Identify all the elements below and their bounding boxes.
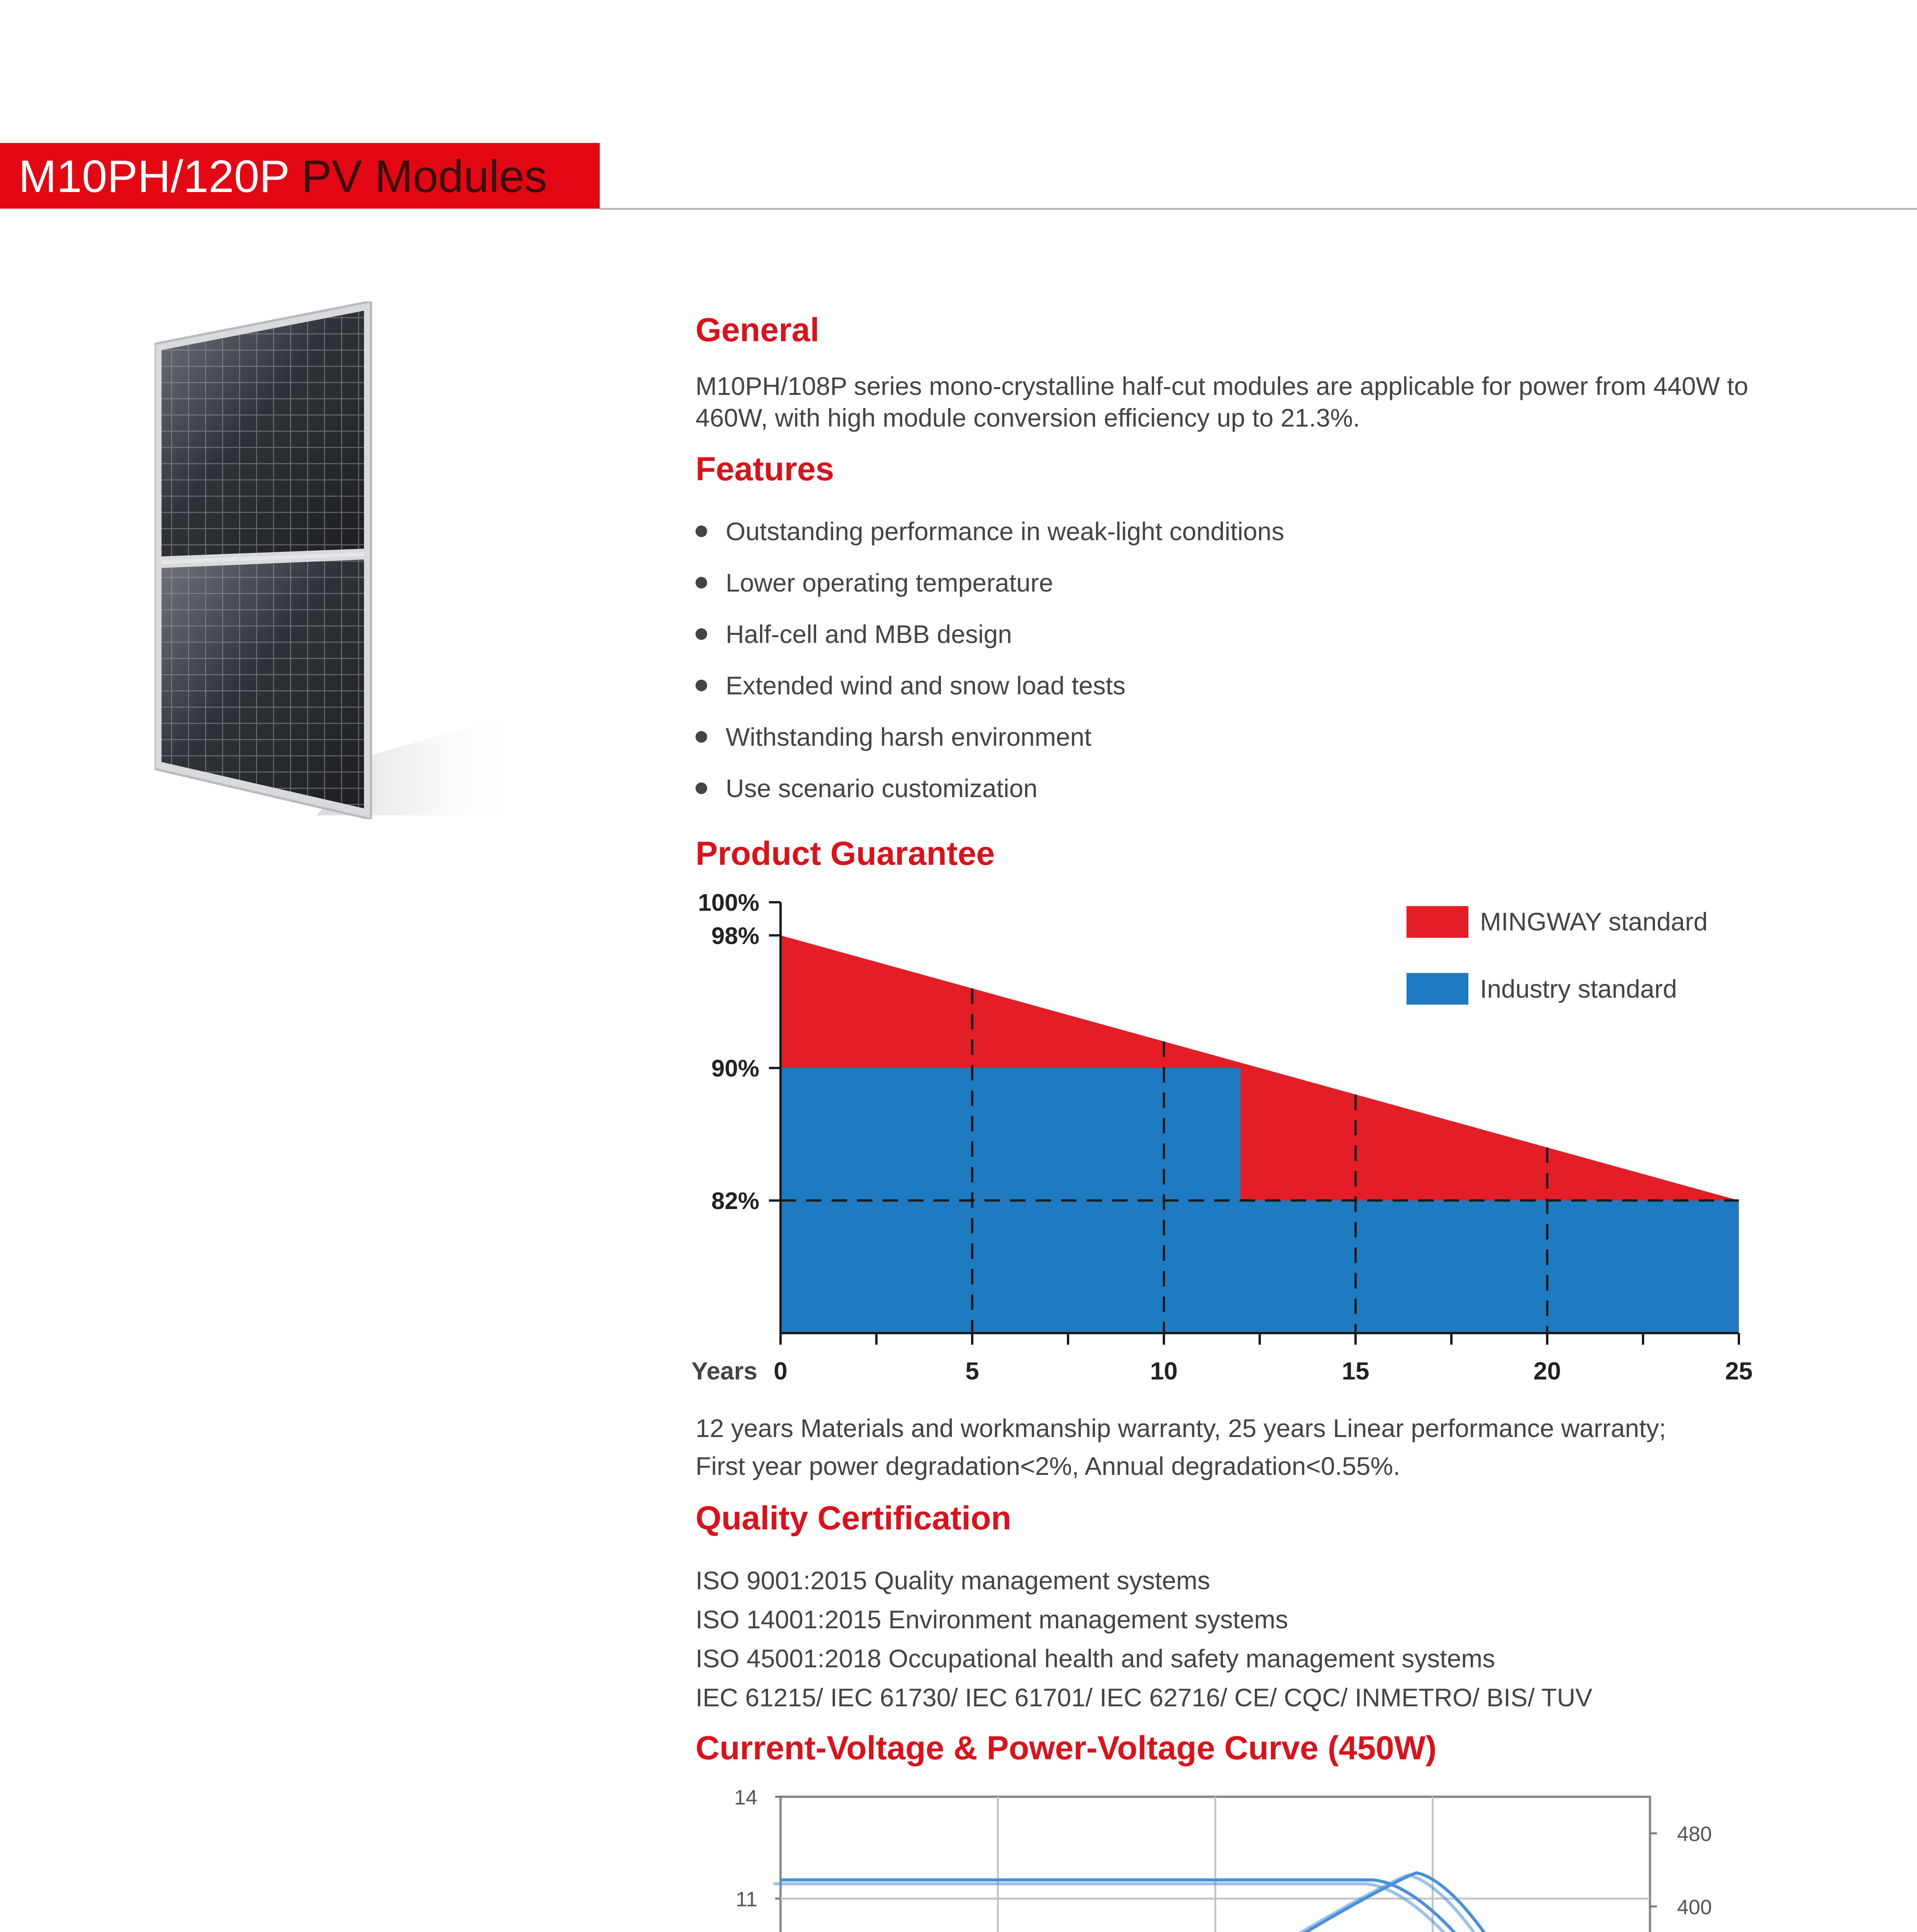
x-tick-label: 20 — [1533, 1357, 1561, 1385]
x-tick-label: 15 — [1342, 1357, 1369, 1385]
y2-tick-label: 400 — [1677, 1895, 1712, 1919]
solar-panel-image — [155, 301, 526, 819]
x-axis-title: Years — [691, 1357, 757, 1385]
legend-swatch-industry — [1407, 973, 1468, 1005]
guarantee-note-line: 12 years Materials and workmanship warranty, 25 years Linear performance warranty; — [696, 1414, 1666, 1442]
feature-item: Lower operating temperature — [696, 565, 1053, 600]
x-tick-label: 10 — [1150, 1357, 1178, 1385]
certification-item: ISO 45001:2018 Occupational health and safety management systems — [696, 1644, 1495, 1673]
y-tick-label: 90% — [711, 1055, 759, 1082]
guarantee-heading: Product Guarantee — [696, 835, 995, 872]
guarantee-note-line: First year power degradation<2%, Annual degradation<0.55%. — [696, 1452, 1400, 1480]
feature-item: Half-cell and MBB design — [696, 617, 1012, 651]
legend-label-mingway: MINGWAY standard — [1480, 907, 1708, 936]
features-heading: Features — [696, 451, 834, 488]
general-text: M10PH/108P series mono-crystalline half-cut modules are applicable for power from 440W to 460W, with high module conversion efficiency up to 21.3%. — [696, 372, 1749, 432]
certification-item: IEC 61215/ IEC 61730/ IEC 61701/ IEC 62716/ CE/ CQC/ INMETRO/ BIS/ TUV — [696, 1683, 1592, 1712]
y-tick-label: 100% — [698, 889, 759, 916]
feature-item: Withstanding harsh environment — [696, 719, 1092, 754]
x-tick-label: 25 — [1725, 1357, 1753, 1385]
model-name: M10PH/120P — [19, 151, 290, 202]
bullet-icon — [696, 782, 707, 794]
y2-tick-label: 480 — [1677, 1822, 1712, 1846]
general-heading: General — [696, 311, 820, 349]
guarantee-chart — [680, 889, 1774, 1403]
y-tick-label: 14 — [734, 1786, 757, 1809]
y-tick-label: 11 — [735, 1888, 757, 1911]
feature-item: Use scenario customization — [696, 771, 1038, 806]
iv-curve-chart — [684, 1781, 1754, 1932]
bullet-icon — [696, 680, 707, 691]
feature-item: Outstanding performance in weak-light conditions — [696, 514, 1284, 549]
bullet-icon — [696, 731, 707, 743]
feature-item: Extended wind and snow load tests — [696, 668, 1126, 703]
certification-heading: Quality Certification — [696, 1500, 1012, 1537]
bullet-icon — [696, 526, 707, 537]
legend-label-industry: Industry standard — [1480, 975, 1677, 1003]
curve-heading: Current-Voltage & Power-Voltage Curve (450W) — [696, 1730, 1437, 1767]
legend-swatch-mingway — [1407, 906, 1468, 938]
title-suffix: PV Modules — [301, 151, 548, 202]
x-tick-label: 0 — [774, 1357, 788, 1385]
y-tick-label: 82% — [711, 1187, 759, 1214]
certification-list — [696, 1561, 1592, 1717]
bullet-icon — [696, 628, 707, 640]
page-title — [19, 148, 547, 206]
guarantee-note — [696, 1412, 1855, 1482]
header-rule — [600, 208, 1917, 210]
certification-item: ISO 14001:2015 Environment management systems — [696, 1605, 1288, 1634]
bullet-icon — [696, 577, 707, 588]
certification-item: ISO 9001:2015 Quality management systems — [696, 1566, 1210, 1595]
x-tick-label: 5 — [965, 1357, 979, 1385]
y-tick-label: 98% — [711, 922, 759, 949]
